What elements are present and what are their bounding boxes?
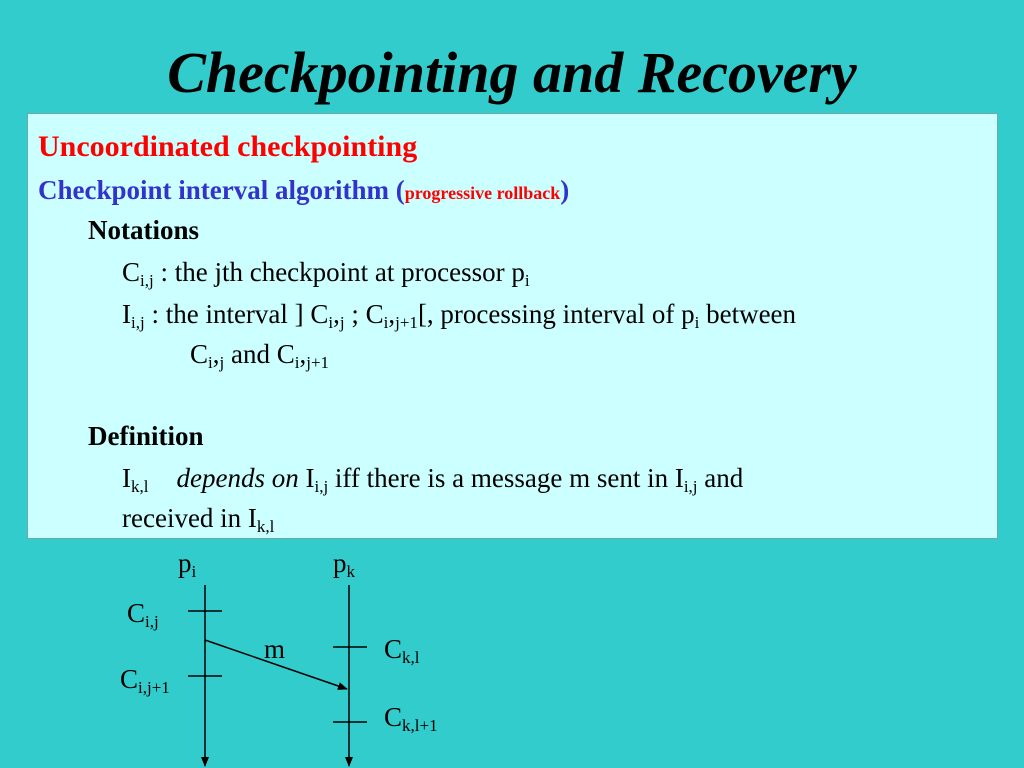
notation-i-text: ,: [333, 299, 340, 329]
notation-cont-text: ,: [299, 339, 307, 369]
notation-i-text: ,: [388, 299, 396, 329]
definition-text: I: [298, 463, 315, 493]
notation-interval: [122, 298, 796, 330]
definition-heading: Definition: [88, 421, 204, 451]
notation-c-text: : the jth checkpoint at processor p: [153, 257, 525, 287]
definition-line-1: [122, 462, 743, 494]
notation-cont-sub: j: [219, 353, 225, 372]
definition-text: received in I: [122, 503, 257, 533]
definition-sub: i,j: [314, 477, 329, 496]
notation-i-text: [, processing interval of p: [417, 299, 695, 329]
definition-line-2: [122, 502, 274, 534]
notation-c-subscript: i,j: [140, 271, 154, 290]
section-heading: Uncoordinated checkpointing: [38, 130, 418, 163]
notation-cont-text: and C: [224, 339, 295, 369]
definition-sub: k,l: [131, 477, 149, 496]
label-cij: $C_{i,j}$: [127, 598, 159, 631]
label-pi: $p_i$: [178, 548, 197, 581]
notation-i-symbol: I: [122, 299, 131, 329]
label-ckl1: $C_{k,l+1}$: [384, 702, 438, 735]
notation-i-subscript: i,j: [131, 313, 145, 332]
definition-text: and: [697, 463, 744, 493]
notation-cont-sub: j+1: [306, 353, 330, 372]
definition-sub: i,j: [683, 477, 698, 496]
algorithm-heading-close: ): [560, 175, 570, 205]
notation-i-sub: i: [383, 313, 389, 332]
notation-c-symbol: C: [122, 257, 141, 287]
slide-title: Checkpointing and Recovery: [167, 40, 857, 105]
label-message: m: [264, 634, 286, 664]
diagram-lines: [0, 540, 1024, 768]
notation-checkpoint: [122, 256, 530, 288]
definition-sub: k,l: [256, 517, 275, 536]
content-box: [27, 113, 998, 539]
dependency-diagram: [0, 540, 1024, 768]
notation-i-text: : the interval ] C: [144, 299, 329, 329]
label-pk: $p_k$: [333, 548, 355, 581]
definition-depends-on: depends on: [176, 463, 299, 493]
algorithm-heading: [38, 174, 569, 209]
notation-cont-sub: i: [294, 353, 300, 372]
notation-i-sub: j+1: [395, 313, 418, 332]
label-cij1: $C_{i,j+1}$: [120, 664, 170, 697]
notation-cont-text: ,: [212, 339, 220, 369]
notation-interval-continued: [190, 338, 329, 370]
notation-c-text-subscript: i: [524, 271, 530, 290]
notation-cont-text: C: [190, 339, 209, 369]
algorithm-heading-text: Checkpoint interval algorithm (: [38, 175, 405, 205]
notation-cont-sub: i: [208, 353, 213, 372]
notations-heading: Notations: [88, 215, 200, 245]
definition-text: iff there is a message m sent in I: [328, 463, 684, 493]
algorithm-note: progressive rollback: [404, 183, 561, 203]
label-ckl: $C_{k,l}$: [384, 634, 420, 667]
notation-i-sub: i: [328, 313, 334, 332]
notation-i-sub: j: [339, 313, 345, 332]
notation-i-text: ; C: [344, 299, 384, 329]
notation-i-sub: i: [694, 313, 700, 332]
notation-i-text: between: [699, 299, 797, 329]
definition-text: I: [122, 463, 131, 493]
